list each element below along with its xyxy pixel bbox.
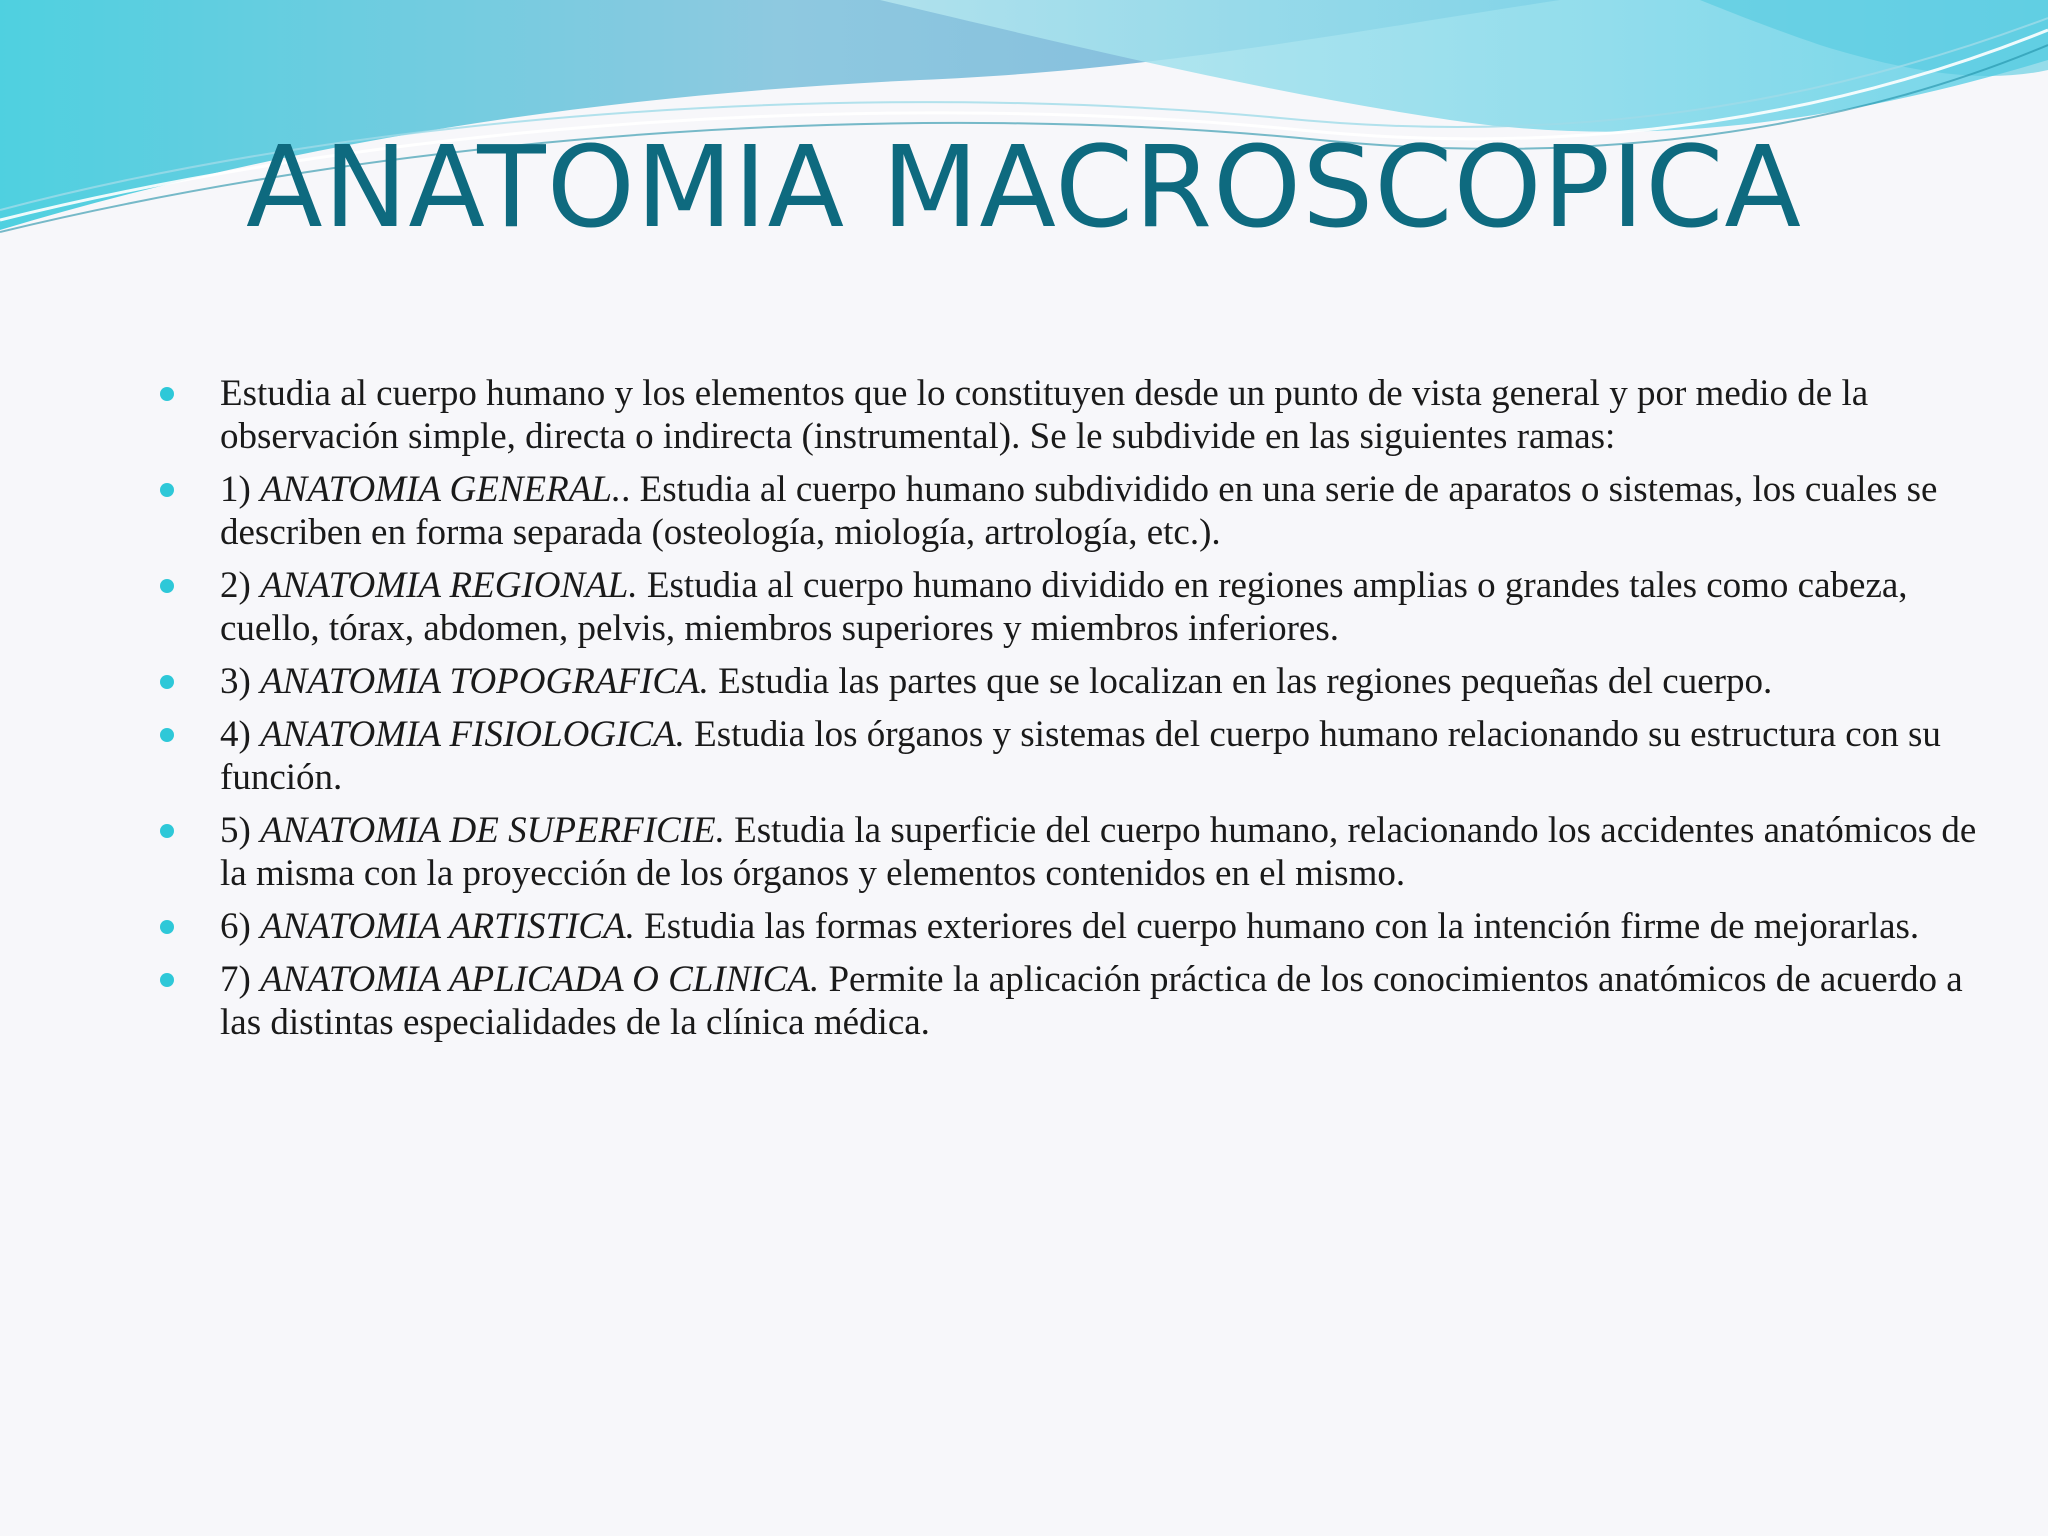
item-prefix: 4) [220, 714, 261, 755]
list-item [160, 564, 1990, 650]
item-prefix: 5) [220, 810, 261, 851]
list-item [160, 660, 1990, 703]
item-prefix: 3) [220, 661, 261, 702]
item-term: ANATOMIA FISIOLOGICA. [260, 714, 685, 755]
bullet-icon [160, 728, 174, 742]
bullet-list [160, 372, 1990, 1054]
item-text: Estudia al cuerpo humano y los elementos que lo constituyen desde un punto de vista general y por medio de la observación simple, directa o indirecta (instrumental). Se le subdivide en las siguientes ramas: [220, 373, 1869, 457]
item-text: . Estudia al cuerpo humano subdividido en una serie de aparatos o sistemas, los cuales se describen en forma separada (osteología, miología, artrología, etc.). [220, 469, 1938, 553]
item-text: Estudia la superficie del cuerpo humano, relacionando los accidentes anatómicos de la misma con la proyección de los órganos y elementos contenidos en el mismo. [220, 810, 1977, 894]
item-prefix: 7) [220, 959, 261, 1000]
list-item [160, 372, 1990, 458]
item-text: Estudia al cuerpo humano dividido en regiones amplias o grandes tales como cabeza, cuello, tórax, abdomen, pelvis, miembros superiores y miembros inferiores. [220, 565, 1908, 649]
slide-title: ANATOMIA MACROSCOPICA [245, 123, 1803, 253]
item-term: ANATOMIA APLICADA O CLINICA. [260, 959, 820, 1000]
item-text: Estudia las partes que se localizan en las regiones pequeñas del cuerpo. [708, 661, 1773, 702]
item-prefix: 1) [220, 469, 261, 510]
bullet-icon [160, 387, 174, 401]
bullet-icon [160, 973, 174, 987]
list-item [160, 468, 1990, 554]
item-text: Estudia los órganos y sistemas del cuerpo humano relacionando su estructura con su función. [220, 714, 1941, 798]
item-text: Permite la aplicación práctica de los conocimientos anatómicos de acuerdo a las distintas especialidades de la clínica médica. [220, 959, 1963, 1043]
list-item [160, 809, 1990, 895]
bullet-icon [160, 920, 174, 934]
item-prefix: 6) [220, 906, 261, 947]
item-term: ANATOMIA REGIONAL. [260, 565, 638, 606]
list-item [160, 713, 1990, 799]
item-term: ANATOMIA TOPOGRAFICA. [260, 661, 709, 702]
list-item [160, 905, 1990, 948]
bullet-icon [160, 824, 174, 838]
item-term: ANATOMIA GENERAL. [260, 469, 622, 510]
item-text: Estudia las formas exteriores del cuerpo humano con la intención firme de mejorarlas. [634, 906, 1920, 947]
bullet-icon [160, 483, 174, 497]
bullet-icon [160, 675, 174, 689]
item-term: ANATOMIA DE SUPERFICIE. [260, 810, 725, 851]
item-prefix: 2) [220, 565, 261, 606]
bullet-icon [160, 579, 174, 593]
list-item [160, 958, 1990, 1044]
item-term: ANATOMIA ARTISTICA. [260, 906, 635, 947]
